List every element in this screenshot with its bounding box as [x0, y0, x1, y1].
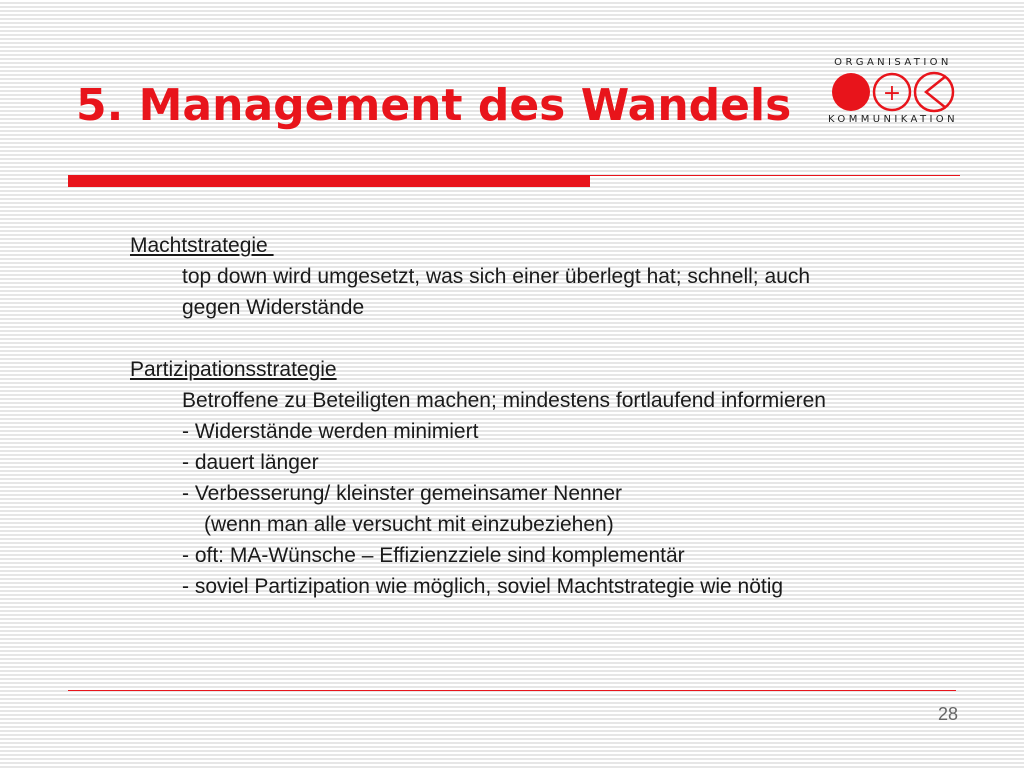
- logo-bottom-text: KOMMUNIKATION: [828, 114, 958, 125]
- slide-title: 5. Management des Wandels: [76, 80, 792, 131]
- logo-k-chevron: [926, 76, 946, 108]
- page-number: 28: [937, 704, 958, 724]
- body-line: top down wird umgesetzt, was sich einer überlegt hat; schnell; auch: [182, 265, 811, 288]
- logo-filled-circle: [832, 73, 870, 111]
- section-heading-machtstrategie: Machtstrategie: [130, 234, 274, 257]
- logo-mark: [830, 71, 958, 113]
- logo-top-text: ORGANISATION: [834, 57, 952, 68]
- body-line: - dauert länger: [182, 451, 319, 474]
- body-line: - soviel Partizipation wie möglich, soviel Machtstrategie wie nötig: [182, 575, 784, 598]
- title-rule-thin: [590, 175, 960, 176]
- body-line: gegen Widerstände: [182, 296, 365, 319]
- body-line: (wenn man alle versucht mit einzubeziehen): [204, 513, 614, 536]
- logo-k-circle: [915, 73, 953, 111]
- body-line: - Verbesserung/ kleinster gemeinsamer Nenner: [182, 482, 623, 505]
- body-line: Betroffene zu Beteiligten machen; mindestens fortlaufend informieren: [182, 389, 826, 412]
- title-rule-thick: [68, 175, 590, 187]
- footer-rule: [68, 690, 956, 691]
- body-line: - Widerstände werden minimiert: [182, 420, 479, 443]
- section-heading-partizipationsstrategie: Partizipationsstrategie: [130, 358, 337, 381]
- organisation-kommunikation-logo: [826, 56, 960, 128]
- paragraph-gap: [130, 323, 990, 354]
- slide-content: [130, 230, 990, 602]
- body-line: - oft: MA-Wünsche – Effizienzziele sind komplementär: [182, 544, 685, 567]
- logo-plus: +: [882, 81, 902, 106]
